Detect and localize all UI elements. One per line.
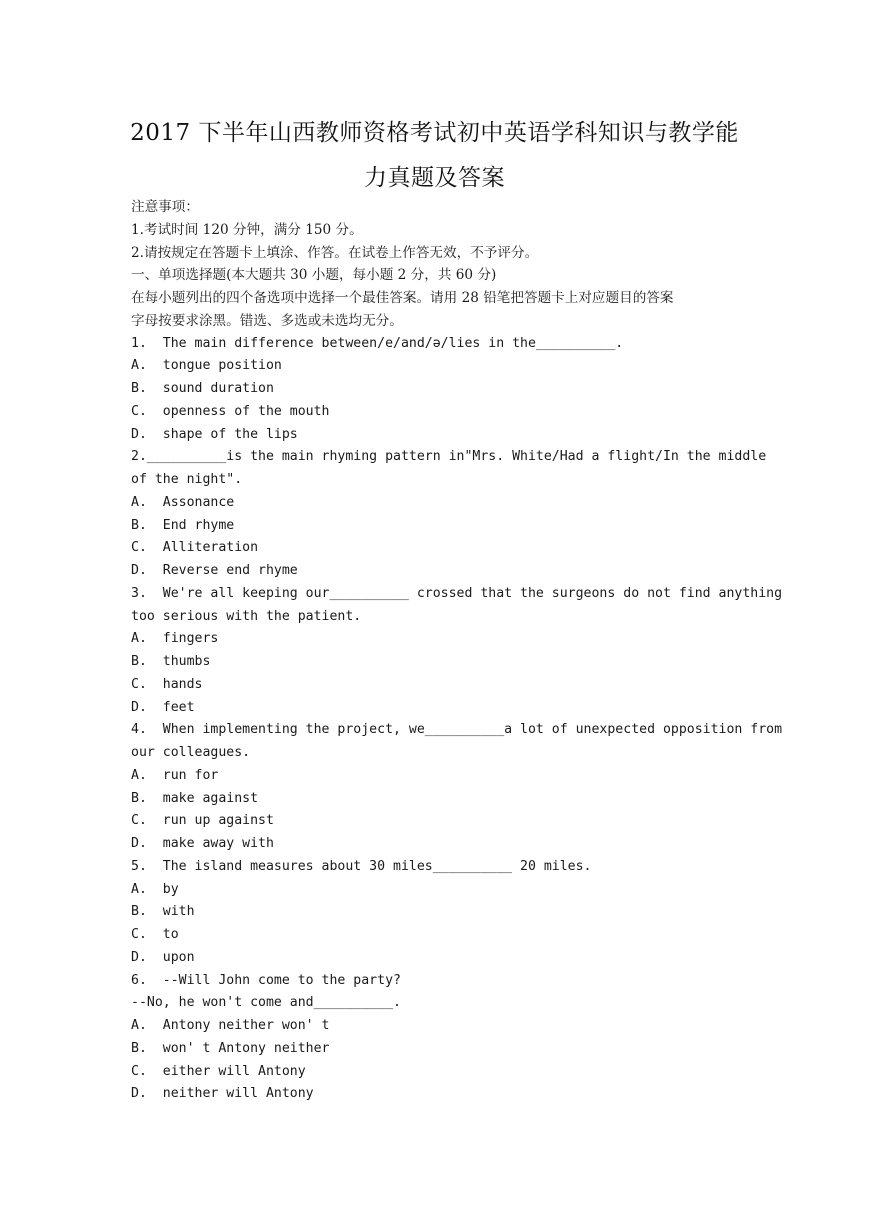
- answer-option: C. to: [131, 927, 179, 942]
- question-stem: 6. --Will John come to the party?: [131, 972, 401, 988]
- document-body: [131, 196, 783, 1106]
- section-instruction: 字母按要求涂黑。错选、多选或未选均无分。: [131, 312, 403, 329]
- answer-option: B. End rhyme: [131, 517, 235, 533]
- answer-option: A. Antony neither won' t: [131, 1018, 330, 1033]
- answer-option: D. feet: [131, 699, 195, 715]
- answer-option: B. thumbs: [131, 654, 211, 669]
- question-stem: too serious with the patient.: [131, 608, 362, 624]
- answer-option: C. Alliteration: [131, 540, 259, 556]
- answer-option: A. tongue position: [131, 358, 282, 374]
- answer-option: C. run up against: [131, 813, 274, 829]
- answer-option: C. either will Antony: [131, 1063, 306, 1079]
- answer-option: A. run for: [131, 767, 219, 783]
- question-stem: of the night".: [131, 472, 243, 487]
- answer-option: A. fingers: [131, 631, 219, 647]
- section-instruction: 在每小题列出的四个备选项中选择一个最佳答案。请用 28 铅笔把答题卡上对应题目的答案: [131, 290, 674, 306]
- question-stem: 2.__________is the main rhyming pattern in"Mrs. White/Had a flight/In the middle: [131, 449, 767, 465]
- document-title-line-1: 2017 下半年山西教师资格考试初中英语学科知识与教学能: [130, 120, 739, 146]
- question-stem: 4. When implementing the project, we__________a lot of unexpected opposition from: [131, 722, 783, 738]
- answer-option: D. make away with: [131, 836, 274, 851]
- note-item: 1.考试时间 120 分钟，满分 150 分。: [131, 221, 363, 238]
- note-item: 2.请按规定在答题卡上填涂、作答。在试卷上作答无效，不予评分。: [131, 244, 539, 261]
- question-stem: --No, he won't come and__________.: [131, 995, 401, 1011]
- document-title-line-2: 力真题及答案: [364, 165, 505, 191]
- answer-option: D. upon: [131, 949, 195, 965]
- question-stem: our colleagues.: [131, 745, 251, 760]
- answer-option: B. make against: [131, 790, 259, 806]
- question-stem: 1. The main difference between/e/and/ə/lies in the__________.: [131, 335, 624, 351]
- answer-option: B. won' t Antony neither: [131, 1040, 330, 1056]
- answer-option: B. sound duration: [131, 381, 274, 396]
- answer-option: D. Reverse end rhyme: [131, 563, 298, 578]
- answer-option: A. by: [131, 881, 179, 897]
- answer-option: B. with: [131, 904, 195, 920]
- answer-option: D. neither will Antony: [131, 1086, 314, 1102]
- answer-option: D. shape of the lips: [131, 426, 298, 442]
- notes-heading: 注意事项：: [131, 199, 199, 215]
- question-stem: 5. The island measures about 30 miles__________ 20 miles.: [131, 858, 592, 874]
- answer-option: A. Assonance: [131, 494, 235, 510]
- section-heading: 一、单项选择题(本大题共 30 小题，每小题 2 分，共 60 分): [131, 267, 497, 284]
- question-stem: 3. We're all keeping our__________ crossed that the surgeons do not find anything: [131, 585, 783, 601]
- answer-option: C. openness of the mouth: [131, 403, 330, 419]
- answer-option: C. hands: [131, 676, 203, 692]
